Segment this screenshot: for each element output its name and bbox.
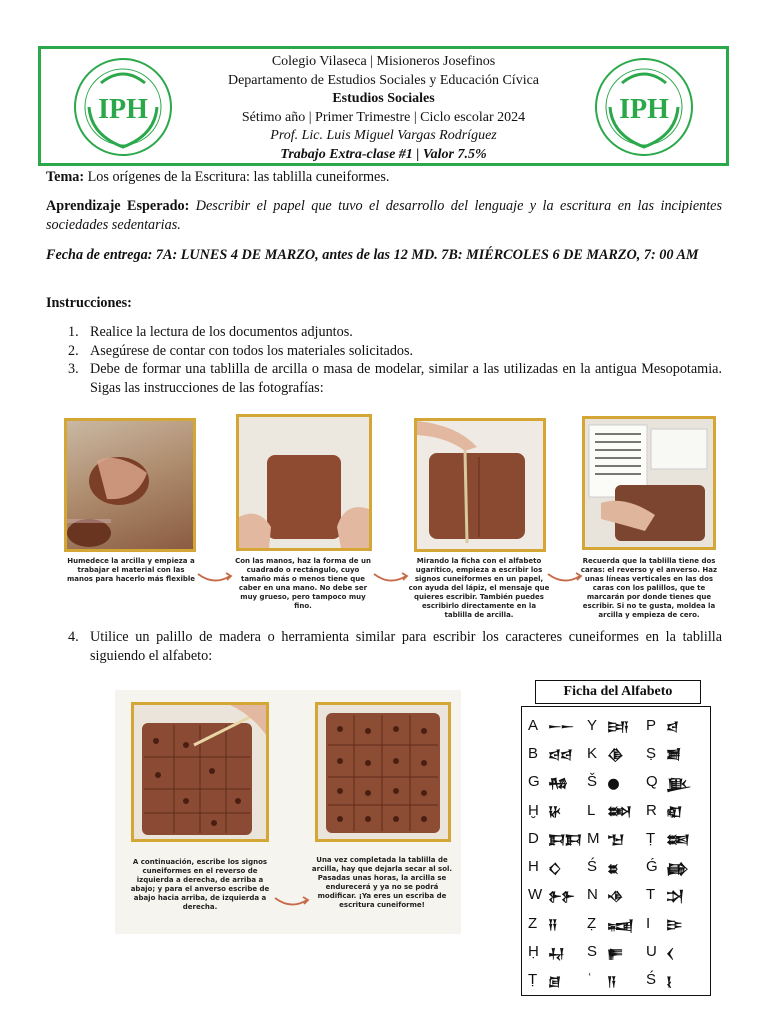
cuneiform-glyph: 𒌆 xyxy=(548,974,561,990)
cuneiform-glyph: 𒍢 xyxy=(607,918,633,934)
tablet-writing-illustration xyxy=(134,705,266,839)
writing-photo-1 xyxy=(131,702,269,842)
writing-photos-collage xyxy=(115,690,461,934)
alphabet-letter: P xyxy=(646,716,657,734)
alphabet-letter: Ṭ xyxy=(646,829,656,847)
alphabet-letter: Z xyxy=(528,914,538,932)
cuneiform-glyph: 𒁀𒁀 xyxy=(548,748,572,764)
alphabet-letter: Ś xyxy=(646,971,657,989)
step-photo-4 xyxy=(582,416,716,550)
alphabet-cell xyxy=(646,965,705,995)
alphabet-letter: Q xyxy=(646,773,658,791)
cuneiform-glyph: 𒀸𒀸 xyxy=(548,720,574,736)
step-caption-1: Humedece la arcilla y empieza a trabajar el material con las manos para hacerlo más flexible xyxy=(66,557,196,583)
alphabet-letter: M xyxy=(587,829,600,847)
alphabet-cell xyxy=(646,738,705,768)
alphabet-letter: Ẓ xyxy=(587,914,597,932)
alphabet-letter: Ḥ xyxy=(528,943,539,961)
alphabet-letter: D xyxy=(528,829,539,847)
fecha-entrega: Fecha de entrega: 7A: LUNES 4 DE MARZO, antes de las 12 MD. 7B: MIÉRCOLES 6 DE MARZO, 7: 00 AM xyxy=(46,247,699,263)
subject-name: Estudios Sociales xyxy=(332,91,435,106)
cuneiform-glyph: 𒌅 xyxy=(666,833,689,849)
alphabet-row xyxy=(528,881,706,909)
curved-arrow-icon xyxy=(196,570,234,584)
cuneiform-glyph: 𒉿𒉿 xyxy=(548,889,574,905)
cuneiform-glyph: 𒆥 xyxy=(666,776,691,792)
alphabet-cell xyxy=(587,710,646,740)
alphabet-cell xyxy=(646,795,705,825)
alphabet-letter: S xyxy=(587,943,598,961)
cuneiform-glyph: 𒄷 xyxy=(548,946,564,962)
assignment-title: Trabajo Extra-clase #1 | Valor 7.5% xyxy=(280,146,487,162)
step-photo-3 xyxy=(414,418,546,552)
school-name: Colegio Vilaseca | Misioneros Josefinos xyxy=(271,54,496,69)
cuneiform-glyph: 𒁕𒁕 xyxy=(548,833,582,849)
alphabet-letter: U xyxy=(646,943,657,961)
cuneiform-glyph: 𒈠 xyxy=(607,833,624,849)
svg-text:IPH: IPH xyxy=(98,94,148,125)
aprendizaje-paragraph xyxy=(46,197,722,235)
alphabet-row xyxy=(528,852,706,880)
tema-text: Los orígenes de la Escritura: las tablilla cuneiformes. xyxy=(84,169,390,185)
alphabet-cell xyxy=(528,738,587,768)
course-info: Sétimo año | Primer Trimestre | Ciclo escolar 2024 xyxy=(241,109,526,125)
alphabet-row xyxy=(528,711,706,739)
alphabet-cell xyxy=(587,908,646,938)
curved-arrow-icon xyxy=(273,894,311,908)
writing-caption-1: A continuación, escribe los signos cuneiformes en el reverso de izquierda a derecha, de arriba a abajo; y para el anverso escribe de abajo hacia arriba, de izquierda a derecha. xyxy=(130,858,270,911)
aprendizaje-text: Describir el papel que tuvo el desarrollo del lenguaje y la escritura en las incipientes sociedades sedentarias. xyxy=(46,198,722,233)
writing-caption-2: Una vez completada la tablilla de arcilla, hay que dejarla secar al sol. Pasadas unas horas, la arcilla se endurecerá y ya no se podrá modificar. ¡Ya eres un escriba de escritura cuneiforme! xyxy=(311,856,453,909)
alphabet-sheet-clay-illustration xyxy=(585,419,713,547)
alphabet-cell xyxy=(528,710,587,740)
alphabet-cell xyxy=(587,852,646,882)
cuneiform-glyph: 𒄀 xyxy=(548,776,567,792)
alphabet-cell xyxy=(528,908,587,938)
alphabet-cell xyxy=(646,880,705,910)
cuneiform-glyph: 𒊹 xyxy=(607,776,620,792)
alphabet-cell xyxy=(646,908,705,938)
school-logo-right xyxy=(592,55,696,159)
alphabet-cell xyxy=(587,880,646,910)
cuneiform-glyph: 𒍝 xyxy=(548,918,557,934)
alphabet-cell xyxy=(528,823,587,853)
alphabet-title: Ficha del Alfabeto xyxy=(535,680,701,704)
cuneiform-glyph: 𒋢 xyxy=(666,748,681,764)
cuneiform-glyph: 𒆠 xyxy=(607,748,623,764)
curved-arrow-icon xyxy=(372,570,410,584)
cuneiform-glyph: 𒄩 xyxy=(548,805,561,821)
hands-clay-illustration xyxy=(67,421,193,549)
alphabet-cell xyxy=(646,852,705,882)
step-caption-3: Mirando la ficha con el alfabeto ugarítico, empieza a escribir los signos cuneiformes en un papel, con ayuda del lápiz, el mensaje que quieres escribir. También puedes escribirlo directamente en la tablilla de arcilla. xyxy=(408,557,550,619)
alphabet-cell xyxy=(528,880,587,910)
alphabet-letter: Y xyxy=(587,716,598,734)
alphabet-row xyxy=(528,966,706,994)
alphabet-cell xyxy=(528,767,587,797)
writing-photo-2 xyxy=(315,702,451,842)
finished-tablet-illustration xyxy=(318,705,448,839)
header-text xyxy=(191,53,576,164)
tema-label: Tema: xyxy=(46,169,85,185)
alphabet-letter: H xyxy=(528,858,539,876)
aprendizaje-label: Aprendizaje Esperado: xyxy=(46,198,190,214)
alphabet-letter: Ǵ xyxy=(646,858,658,876)
step-caption-2: Con las manos, haz la forma de un cuadrado o rectángulo, cuyo tamaño más o menos tiene que caber en una mano. No debe ser muy grueso, pero tampoco muy fino. xyxy=(235,557,371,610)
cuneiform-glyph: 𒁀 xyxy=(666,720,678,736)
alphabet-cell xyxy=(646,710,705,740)
curved-arrow-icon xyxy=(546,570,584,584)
clay-lines-illustration xyxy=(417,421,543,549)
alphabet-letter: Ṭ xyxy=(528,971,538,989)
alphabet-letter: L xyxy=(587,801,596,819)
cuneiform-glyph: 𒌋 xyxy=(666,946,674,962)
school-logo-left xyxy=(71,55,175,159)
alphabet-cell xyxy=(587,823,646,853)
instruction-list-b xyxy=(68,628,722,665)
alphabet-letter: K xyxy=(587,744,598,762)
cuneiform-glyph: 𒅀 xyxy=(607,720,629,736)
alphabet-letter: Ḫ xyxy=(528,801,539,819)
cuneiform-glyph: 𒋙 xyxy=(666,974,672,990)
step-caption-4: Recuerda que la tablilla tiene dos caras: el reverso y el anverso. Haz unas líneas verticales en las dos caras con los palillos, que te marcarán por donde tienes que escribir. Si no te gusta, moldea la arcilla y empieza de cero. xyxy=(580,557,718,619)
alphabet-row xyxy=(528,796,706,824)
alphabet-row xyxy=(528,739,706,767)
alphabet-letter: T xyxy=(646,886,656,904)
alphabet-letter: A xyxy=(528,716,539,734)
list-item: 3. Debe de formar una tablilla de arcilla o masa de modelar, similar a las utilizadas en la antigua Mesopotamia. Sigas las instrucciones de las fotografías: xyxy=(68,361,722,396)
alphabet-row xyxy=(528,937,706,965)
cuneiform-glyph: 𒊓 xyxy=(607,946,623,962)
cuneiform-glyph: 𒀀 xyxy=(607,974,616,990)
alphabet-cell xyxy=(587,795,646,825)
alphabet-letter: Ś xyxy=(587,858,598,876)
clay-rectangle-illustration xyxy=(239,417,369,548)
alphabet-letter: Š xyxy=(587,773,598,791)
alphabet-letter: ʿ xyxy=(587,971,592,989)
alphabet-letter: G xyxy=(528,773,540,791)
alphabet-cell xyxy=(528,852,587,882)
cuneiform-glyph: 𒊺 xyxy=(607,861,618,877)
step-photo-2 xyxy=(236,414,372,551)
document-header xyxy=(38,46,729,166)
list-item: 4. Utilice un palillo de madera o herramienta similar para escribir los caracteres cuneiformes en la tablilla siguiendo el alfabeto: xyxy=(68,629,722,664)
instruction-list-a xyxy=(68,323,722,397)
alphabet-letter: N xyxy=(587,886,598,904)
cuneiform-glyph: 𒇷 xyxy=(607,805,631,821)
cuneiform-glyph: 𒄿 xyxy=(666,918,682,934)
alphabet-cell xyxy=(646,767,705,797)
alphabet-cell xyxy=(528,937,587,967)
list-item: 1. Realice la lectura de los documentos adjuntos. xyxy=(68,324,353,340)
tema-line xyxy=(46,168,722,187)
alphabet-letter: Ṣ xyxy=(646,744,657,762)
cuneiform-glyph: 𒂵 xyxy=(666,861,688,877)
alphabet-cell xyxy=(587,965,646,995)
department-name: Departamento de Estudios Sociales y Educación Cívica xyxy=(227,72,540,88)
teacher-name: Prof. Lic. Luis Miguel Vargas Rodríguez xyxy=(270,128,497,143)
alphabet-cell xyxy=(528,965,587,995)
alphabet-letter: B xyxy=(528,744,539,762)
list-item: 2. Asegúrese de contar con todos los materiales solicitados. xyxy=(68,342,414,359)
alphabet-row xyxy=(528,824,706,852)
alphabet-letter: W xyxy=(528,886,543,904)
alphabet-row xyxy=(528,768,706,796)
svg-text:IPH: IPH xyxy=(619,94,669,125)
alphabet-letter: I xyxy=(646,914,651,932)
alphabet-cell xyxy=(587,937,646,967)
alphabet-cell xyxy=(587,767,646,797)
step-photo-1 xyxy=(64,418,196,552)
cuneiform-glyph: 𒄭 xyxy=(548,861,561,877)
cuneiform-glyph: 𒊏 xyxy=(666,805,682,821)
alphabet-cell xyxy=(528,795,587,825)
alphabet-cell xyxy=(587,738,646,768)
alphabet-table xyxy=(521,706,711,996)
alphabet-grid xyxy=(528,711,706,994)
cuneiform-glyph: 𒈾 xyxy=(607,889,623,905)
alphabet-cell xyxy=(646,823,705,853)
cuneiform-glyph: 𒋫 xyxy=(666,889,684,905)
instrucciones-label: Instrucciones: xyxy=(46,295,132,311)
alphabet-letter: R xyxy=(646,801,657,819)
alphabet-cell xyxy=(646,937,705,967)
alphabet-row xyxy=(528,909,706,937)
